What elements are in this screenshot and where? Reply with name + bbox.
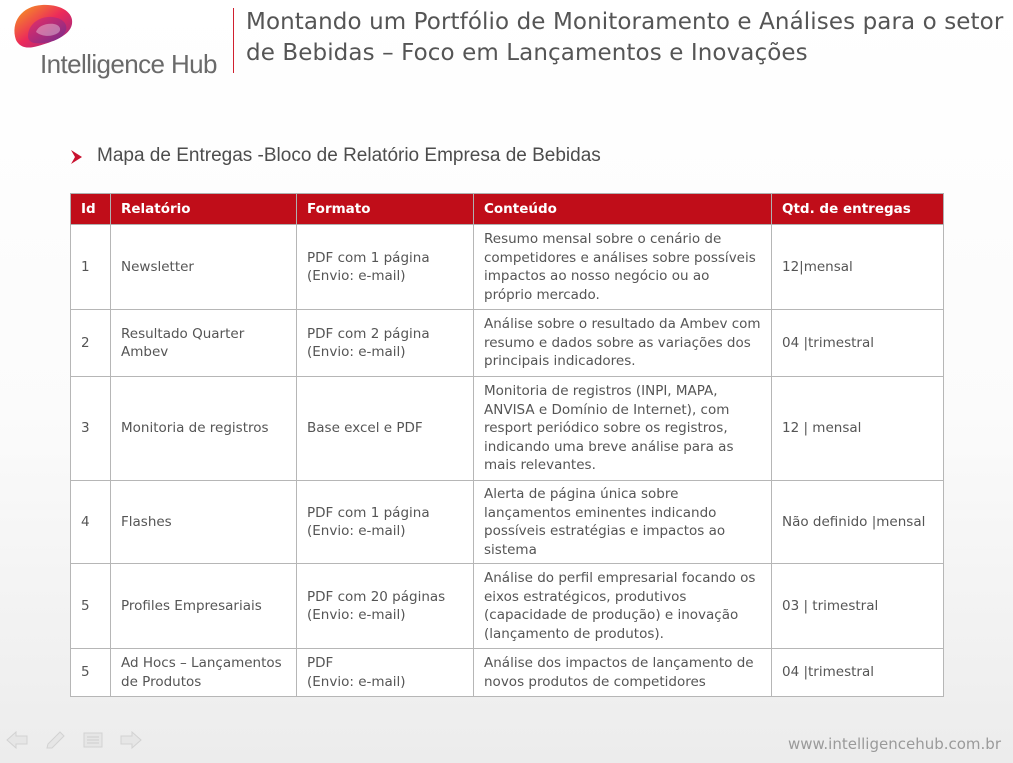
table-row [71, 564, 944, 649]
cell-conteudo: Análise do perfil empresarial focando os eixos estratégicos, produtivos (capacidade de produção) e inovação (lançamento de produtos). [474, 564, 772, 649]
cell-relatorio: Newsletter [111, 225, 297, 310]
cell-formato: PDF com 2 página (Envio: e-mail) [297, 310, 474, 377]
cell-formato: Base excel e PDF [297, 377, 474, 481]
cell-conteudo: Monitoria de registros (INPI, MAPA, ANVISA e Domínio de Internet), com resport periódico sobre os registros, indicando uma breve análise para as mais relevantes. [474, 377, 772, 481]
table-row [71, 225, 944, 310]
cell-id: 1 [71, 225, 111, 310]
cell-formato: PDF com 1 página (Envio: e-mail) [297, 225, 474, 310]
cell-formato: PDF com 20 páginas (Envio: e-mail) [297, 564, 474, 649]
arrow-left-icon[interactable] [6, 731, 28, 749]
cell-conteudo: Resumo mensal sobre o cenário de competidores e análises sobre possíveis impactos ao nosso negócio ou ao próprio mercado. [474, 225, 772, 310]
cell-relatorio: Monitoria de registros [111, 377, 297, 481]
table-row [71, 377, 944, 481]
column-header-id: Id [71, 194, 111, 225]
cell-relatorio: Ad Hocs – Lançamentos de Produtos [111, 649, 297, 697]
cell-id: 5 [71, 649, 111, 697]
table-row [71, 649, 944, 697]
cell-conteudo: Análise dos impactos de lançamento de novos produtos de competidores [474, 649, 772, 697]
cell-formato: PDF (Envio: e-mail) [297, 649, 474, 697]
cell-relatorio: Profiles Empresariais [111, 564, 297, 649]
column-header-conteudo: Conteúdo [474, 194, 772, 225]
logo-text: Intelligence Hub [40, 49, 217, 79]
header-divider [233, 8, 234, 73]
cell-qtd: 04 |trimestral [772, 310, 944, 377]
cell-qtd: 04 |trimestral [772, 649, 944, 697]
cell-id: 3 [71, 377, 111, 481]
page-title: Montando um Portfólio de Monitoramento e Análises para o setor de Bebidas – Foco em Lançamentos e Inovações [246, 9, 1004, 66]
cell-conteudo: Análise sobre o resultado da Ambev com resumo e dados sobre as variações dos principais indicadores. [474, 310, 772, 377]
cell-id: 4 [71, 481, 111, 564]
footer-url: www.intelligencehub.com.br [787, 735, 1001, 753]
section-title: Mapa de Entregas -Bloco de Relatório Empresa de Bebidas [97, 145, 601, 166]
table-row [71, 481, 944, 564]
logo [8, 2, 223, 82]
cell-formato: PDF com 1 página (Envio: e-mail) [297, 481, 474, 564]
arrow-right-icon[interactable] [120, 731, 142, 749]
column-header-qtd: Qtd. de entregas [772, 194, 944, 225]
cell-id: 5 [71, 564, 111, 649]
table-header-row [71, 194, 944, 225]
cell-id: 2 [71, 310, 111, 377]
slideshow-nav [6, 731, 142, 749]
cell-qtd: 12 | mensal [772, 377, 944, 481]
cell-qtd: 03 | trimestral [772, 564, 944, 649]
column-header-relatorio: Relatório [111, 194, 297, 225]
chevron-right-icon [70, 149, 84, 165]
cell-conteudo: Alerta de página única sobre lançamentos eminentes indicando possíveis estratégias e impactos ao sistema [474, 481, 772, 564]
cell-relatorio: Flashes [111, 481, 297, 564]
cell-relatorio: Resultado Quarter Ambev [111, 310, 297, 377]
pen-icon[interactable] [44, 731, 66, 749]
table-row [71, 310, 944, 377]
logo-mark-icon [8, 2, 88, 54]
deliveries-table [70, 193, 944, 697]
cell-qtd: Não definido |mensal [772, 481, 944, 564]
cell-qtd: 12|mensal [772, 225, 944, 310]
menu-icon[interactable] [82, 731, 104, 749]
column-header-formato: Formato [297, 194, 474, 225]
